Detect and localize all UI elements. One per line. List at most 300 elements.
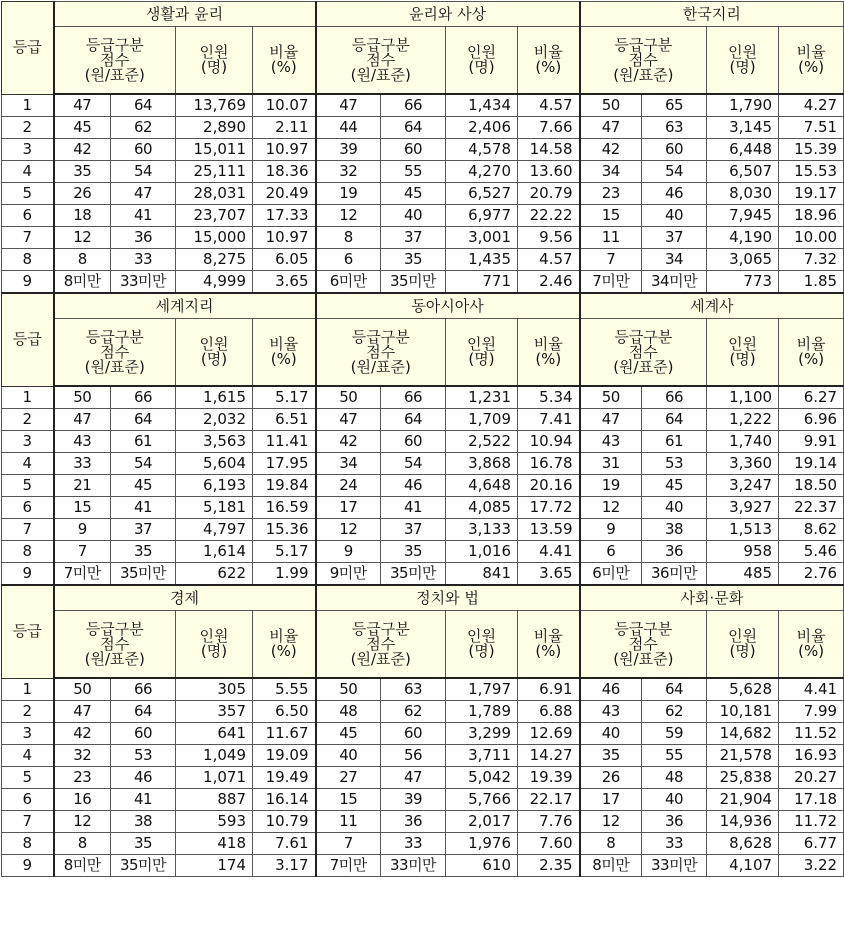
- std-cut-cell: 35미만: [111, 855, 176, 877]
- std-cut-cell: 55: [381, 161, 446, 183]
- ratio-cell: 18.36: [253, 161, 316, 183]
- std-cut-cell: 45: [642, 475, 707, 497]
- raw-cut-cell: 50: [316, 386, 381, 409]
- std-cut-cell: 35미만: [381, 563, 446, 586]
- raw-cut-cell: 45: [54, 117, 111, 139]
- ratio-cell: 5.17: [253, 386, 316, 409]
- std-cut-cell: 41: [111, 789, 176, 811]
- std-cut-cell: 37: [381, 519, 446, 541]
- std-cut-cell: 64: [381, 409, 446, 431]
- ratio-cell: 6.51: [253, 409, 316, 431]
- std-cut-cell: 35: [111, 541, 176, 563]
- ratio-cell: 6.91: [518, 678, 580, 701]
- count-header: [446, 611, 518, 679]
- grade-header: 등급: [2, 293, 54, 386]
- raw-cut-cell: 21: [54, 475, 111, 497]
- ratio-header-line: 비율: [796, 335, 826, 353]
- cut-score-header-line: 등급구분: [614, 327, 673, 346]
- cut-score-header: [316, 319, 446, 387]
- std-cut-cell: 46: [642, 183, 707, 205]
- cut-score-header-line: 점수: [366, 342, 396, 361]
- std-cut-cell: 61: [111, 431, 176, 453]
- std-cut-cell: 60: [111, 139, 176, 161]
- count-header-line: (명): [729, 58, 756, 76]
- std-cut-cell: 60: [111, 723, 176, 745]
- raw-cut-cell: 12: [316, 519, 381, 541]
- count-cell: 1,071: [176, 767, 253, 789]
- table-row: [2, 723, 844, 745]
- ratio-cell: 7.61: [253, 833, 316, 855]
- ratio-cell: 22.17: [518, 789, 580, 811]
- ratio-cell: 10.94: [518, 431, 580, 453]
- count-cell: 1,976: [446, 833, 518, 855]
- raw-cut-cell: 8: [580, 833, 642, 855]
- ratio-cell: 16.14: [253, 789, 316, 811]
- count-header: [707, 27, 779, 95]
- count-cell: 1,016: [446, 541, 518, 563]
- cut-score-header-line: 등급구분: [351, 327, 410, 346]
- count-cell: 174: [176, 855, 253, 877]
- ratio-cell: 4.41: [779, 678, 844, 701]
- column-header-row: [2, 611, 844, 679]
- std-cut-cell: 56: [381, 745, 446, 767]
- raw-cut-cell: 40: [580, 723, 642, 745]
- table-row: [2, 811, 844, 833]
- count-cell: 25,111: [176, 161, 253, 183]
- std-cut-cell: 41: [111, 497, 176, 519]
- raw-cut-cell: 47: [54, 701, 111, 723]
- count-cell: 10,181: [707, 701, 779, 723]
- grade-number: 2: [2, 701, 54, 723]
- ratio-cell: 11.72: [779, 811, 844, 833]
- cut-score-header-line: 점수: [366, 634, 396, 653]
- ratio-cell: 11.41: [253, 431, 316, 453]
- std-cut-cell: 40: [642, 205, 707, 227]
- std-cut-cell: 60: [381, 723, 446, 745]
- cut-score-header-line: 등급구분: [351, 619, 410, 638]
- ratio-cell: 11.52: [779, 723, 844, 745]
- raw-cut-cell: 15: [54, 497, 111, 519]
- raw-cut-cell: 8: [316, 227, 381, 249]
- raw-cut-cell: 35: [54, 161, 111, 183]
- ratio-header: [253, 611, 316, 679]
- raw-cut-cell: 9: [54, 519, 111, 541]
- raw-cut-cell: 42: [54, 723, 111, 745]
- std-cut-cell: 66: [111, 386, 176, 409]
- raw-cut-cell: 27: [316, 767, 381, 789]
- raw-cut-cell: 12: [54, 811, 111, 833]
- raw-cut-cell: 16: [54, 789, 111, 811]
- cut-score-header-line: (원/표준): [350, 65, 411, 84]
- count-cell: 2,017: [446, 811, 518, 833]
- std-cut-cell: 46: [111, 767, 176, 789]
- ratio-cell: 11.67: [253, 723, 316, 745]
- ratio-cell: 3.17: [253, 855, 316, 877]
- count-header-line: (명): [729, 350, 756, 368]
- grade-number: 8: [2, 249, 54, 271]
- ratio-cell: 20.49: [253, 183, 316, 205]
- ratio-cell: 15.39: [779, 139, 844, 161]
- raw-cut-cell: 47: [316, 94, 381, 117]
- ratio-cell: 10.07: [253, 94, 316, 117]
- grade-number: 6: [2, 497, 54, 519]
- ratio-cell: 4.57: [518, 94, 580, 117]
- count-cell: 21,904: [707, 789, 779, 811]
- count-header-line: 인원: [728, 335, 758, 353]
- ratio-header-line: (%): [798, 642, 825, 660]
- std-cut-cell: 41: [111, 205, 176, 227]
- std-cut-cell: 35: [381, 541, 446, 563]
- ratio-header-line: 비율: [533, 627, 563, 645]
- ratio-cell: 16.59: [253, 497, 316, 519]
- count-cell: 3,563: [176, 431, 253, 453]
- std-cut-cell: 33미만: [642, 855, 707, 877]
- std-cut-cell: 47: [381, 767, 446, 789]
- raw-cut-cell: 18: [54, 205, 111, 227]
- ratio-header-line: 비율: [269, 335, 299, 353]
- section-title-row: [2, 2, 844, 27]
- table-row: [2, 249, 844, 271]
- table-row: [2, 789, 844, 811]
- std-cut-cell: 54: [642, 161, 707, 183]
- count-cell: 23,707: [176, 205, 253, 227]
- section-title-row: [2, 585, 844, 611]
- raw-cut-cell: 50: [580, 94, 642, 117]
- raw-cut-cell: 23: [54, 767, 111, 789]
- count-cell: 4,107: [707, 855, 779, 877]
- std-cut-cell: 35: [111, 833, 176, 855]
- raw-cut-cell: 33: [54, 453, 111, 475]
- grade-number: 7: [2, 227, 54, 249]
- cut-score-header-line: (원/표준): [84, 649, 145, 668]
- cut-score-header-line: (원/표준): [613, 649, 674, 668]
- std-cut-cell: 62: [381, 701, 446, 723]
- grade-number: 4: [2, 453, 54, 475]
- ratio-header-line: 비율: [269, 43, 299, 61]
- std-cut-cell: 39: [381, 789, 446, 811]
- count-cell: 485: [707, 563, 779, 586]
- count-cell: 8,275: [176, 249, 253, 271]
- cut-score-header: [316, 611, 446, 679]
- raw-cut-cell: 12: [580, 497, 642, 519]
- subject-title: 세계지리: [54, 293, 316, 319]
- cut-score-header-line: 점수: [366, 50, 396, 69]
- ratio-cell: 6.50: [253, 701, 316, 723]
- cut-score-header-line: 등급구분: [85, 619, 144, 638]
- cut-score-header-line: (원/표준): [613, 357, 674, 376]
- cut-score-header-line: 등급구분: [85, 35, 144, 54]
- count-cell: 3,065: [707, 249, 779, 271]
- grade-number: 8: [2, 541, 54, 563]
- count-header-line: 인원: [467, 627, 497, 645]
- std-cut-cell: 64: [642, 678, 707, 701]
- std-cut-cell: 45: [381, 183, 446, 205]
- count-cell: 4,190: [707, 227, 779, 249]
- ratio-cell: 22.22: [518, 205, 580, 227]
- raw-cut-cell: 50: [54, 678, 111, 701]
- grade-number: 4: [2, 745, 54, 767]
- grade-number: 3: [2, 139, 54, 161]
- count-cell: 28,031: [176, 183, 253, 205]
- ratio-cell: 6.05: [253, 249, 316, 271]
- raw-cut-cell: 24: [316, 475, 381, 497]
- cut-score-header-line: 등급구분: [614, 35, 673, 54]
- ratio-header: [779, 611, 844, 679]
- std-cut-cell: 38: [111, 811, 176, 833]
- cut-score-header-line: (원/표준): [350, 357, 411, 376]
- ratio-header-line: (%): [798, 58, 825, 76]
- std-cut-cell: 33미만: [381, 855, 446, 877]
- count-cell: 5,604: [176, 453, 253, 475]
- raw-cut-cell: 11: [316, 811, 381, 833]
- std-cut-cell: 36: [642, 811, 707, 833]
- ratio-cell: 4.41: [518, 541, 580, 563]
- count-header-line: (명): [200, 642, 228, 660]
- grade-number: 9: [2, 563, 54, 586]
- table-row: [2, 767, 844, 789]
- table-row: [2, 271, 844, 294]
- std-cut-cell: 64: [642, 409, 707, 431]
- ratio-header-line: (%): [270, 350, 297, 368]
- raw-cut-cell: 42: [580, 139, 642, 161]
- ratio-cell: 19.49: [253, 767, 316, 789]
- count-cell: 1,790: [707, 94, 779, 117]
- count-cell: 622: [176, 563, 253, 586]
- raw-cut-cell: 8미만: [54, 271, 111, 294]
- raw-cut-cell: 48: [316, 701, 381, 723]
- std-cut-cell: 62: [111, 117, 176, 139]
- ratio-cell: 7.32: [779, 249, 844, 271]
- std-cut-cell: 35: [381, 249, 446, 271]
- std-cut-cell: 64: [381, 117, 446, 139]
- subject-title: 동아시아사: [316, 293, 580, 319]
- count-header-line: (명): [200, 58, 228, 76]
- grade-number: 5: [2, 767, 54, 789]
- table-row: [2, 183, 844, 205]
- raw-cut-cell: 32: [54, 745, 111, 767]
- count-cell: 1,049: [176, 745, 253, 767]
- table-row: [2, 94, 844, 117]
- cut-score-header: [580, 611, 707, 679]
- cut-score-header: [580, 27, 707, 95]
- count-cell: 13,769: [176, 94, 253, 117]
- raw-cut-cell: 32: [316, 161, 381, 183]
- count-header-line: 인원: [467, 335, 497, 353]
- std-cut-cell: 37: [381, 227, 446, 249]
- raw-cut-cell: 15: [316, 789, 381, 811]
- count-cell: 1,513: [707, 519, 779, 541]
- count-cell: 4,270: [446, 161, 518, 183]
- ratio-cell: 10.00: [779, 227, 844, 249]
- ratio-header: [518, 319, 580, 387]
- std-cut-cell: 61: [642, 431, 707, 453]
- raw-cut-cell: 50: [54, 386, 111, 409]
- cut-score-header-line: 점수: [628, 634, 658, 653]
- raw-cut-cell: 43: [54, 431, 111, 453]
- cut-score-header: [580, 319, 707, 387]
- ratio-cell: 5.46: [779, 541, 844, 563]
- ratio-cell: 1.99: [253, 563, 316, 586]
- ratio-cell: 22.37: [779, 497, 844, 519]
- ratio-header-line: 비율: [796, 627, 826, 645]
- ratio-cell: 17.18: [779, 789, 844, 811]
- raw-cut-cell: 42: [316, 431, 381, 453]
- raw-cut-cell: 50: [580, 386, 642, 409]
- ratio-header-line: 비율: [796, 43, 826, 61]
- std-cut-cell: 37: [111, 519, 176, 541]
- subject-title: 한국지리: [580, 2, 844, 27]
- ratio-header: [253, 319, 316, 387]
- table-row: [2, 227, 844, 249]
- ratio-cell: 5.55: [253, 678, 316, 701]
- subject-title: 사회·문화: [580, 585, 844, 611]
- table-row: [2, 475, 844, 497]
- grade-number: 2: [2, 409, 54, 431]
- cut-score-header-line: 점수: [100, 50, 130, 69]
- std-cut-cell: 35미만: [111, 563, 176, 586]
- ratio-header-line: (%): [535, 58, 562, 76]
- raw-cut-cell: 8: [54, 833, 111, 855]
- table-row: [2, 855, 844, 877]
- ratio-cell: 10.79: [253, 811, 316, 833]
- count-header-line: 인원: [467, 43, 497, 61]
- count-cell: 14,936: [707, 811, 779, 833]
- raw-cut-cell: 9: [316, 541, 381, 563]
- raw-cut-cell: 26: [54, 183, 111, 205]
- count-header-line: 인원: [199, 627, 229, 645]
- raw-cut-cell: 47: [54, 94, 111, 117]
- ratio-cell: 10.97: [253, 227, 316, 249]
- ratio-header-line: (%): [535, 642, 562, 660]
- ratio-cell: 3.65: [253, 271, 316, 294]
- ratio-cell: 17.95: [253, 453, 316, 475]
- grade-number: 6: [2, 205, 54, 227]
- count-header: [707, 611, 779, 679]
- raw-cut-cell: 47: [580, 117, 642, 139]
- table-row: [2, 497, 844, 519]
- grade-number: 7: [2, 811, 54, 833]
- raw-cut-cell: 43: [580, 701, 642, 723]
- count-cell: 25,838: [707, 767, 779, 789]
- ratio-cell: 20.27: [779, 767, 844, 789]
- ratio-header: [253, 27, 316, 95]
- count-cell: 5,766: [446, 789, 518, 811]
- ratio-header: [518, 611, 580, 679]
- raw-cut-cell: 6: [316, 249, 381, 271]
- ratio-header-line: (%): [270, 58, 297, 76]
- cut-score-header-line: 점수: [628, 342, 658, 361]
- ratio-cell: 16.78: [518, 453, 580, 475]
- count-cell: 1,435: [446, 249, 518, 271]
- count-cell: 1,789: [446, 701, 518, 723]
- count-cell: 6,977: [446, 205, 518, 227]
- count-cell: 5,042: [446, 767, 518, 789]
- raw-cut-cell: 7: [580, 249, 642, 271]
- count-cell: 1,614: [176, 541, 253, 563]
- ratio-cell: 19.84: [253, 475, 316, 497]
- ratio-cell: 7.41: [518, 409, 580, 431]
- count-cell: 15,000: [176, 227, 253, 249]
- count-cell: 15,011: [176, 139, 253, 161]
- ratio-cell: 15.36: [253, 519, 316, 541]
- raw-cut-cell: 34: [580, 161, 642, 183]
- grade-header: 등급: [2, 585, 54, 678]
- raw-cut-cell: 12: [316, 205, 381, 227]
- raw-cut-cell: 50: [316, 678, 381, 701]
- ratio-cell: 15.53: [779, 161, 844, 183]
- count-cell: 4,999: [176, 271, 253, 294]
- subject-title: 경제: [54, 585, 316, 611]
- count-cell: 14,682: [707, 723, 779, 745]
- std-cut-cell: 34미만: [642, 271, 707, 294]
- ratio-cell: 4.57: [518, 249, 580, 271]
- table-row: [2, 678, 844, 701]
- count-header-line: (명): [468, 642, 495, 660]
- count-cell: 3,868: [446, 453, 518, 475]
- raw-cut-cell: 31: [580, 453, 642, 475]
- table-row: [2, 563, 844, 586]
- table-row: [2, 745, 844, 767]
- cut-score-header-line: 점수: [100, 634, 130, 653]
- raw-cut-cell: 12: [580, 811, 642, 833]
- grade-number: 9: [2, 855, 54, 877]
- ratio-cell: 3.22: [779, 855, 844, 877]
- std-cut-cell: 37: [642, 227, 707, 249]
- count-cell: 7,945: [707, 205, 779, 227]
- std-cut-cell: 33미만: [111, 271, 176, 294]
- raw-cut-cell: 23: [580, 183, 642, 205]
- cut-score-header-line: (원/표준): [84, 357, 145, 376]
- std-cut-cell: 38: [642, 519, 707, 541]
- ratio-cell: 7.99: [779, 701, 844, 723]
- ratio-cell: 7.66: [518, 117, 580, 139]
- ratio-header-line: (%): [270, 642, 297, 660]
- raw-cut-cell: 7미만: [54, 563, 111, 586]
- grade-number: 1: [2, 94, 54, 117]
- raw-cut-cell: 9미만: [316, 563, 381, 586]
- cut-score-header-line: 점수: [100, 342, 130, 361]
- std-cut-cell: 36: [111, 227, 176, 249]
- std-cut-cell: 66: [381, 386, 446, 409]
- ratio-cell: 2.35: [518, 855, 580, 877]
- count-cell: 4,085: [446, 497, 518, 519]
- grade-number: 6: [2, 789, 54, 811]
- ratio-cell: 5.34: [518, 386, 580, 409]
- raw-cut-cell: 46: [580, 678, 642, 701]
- count-header-line: (명): [468, 58, 495, 76]
- raw-cut-cell: 11: [580, 227, 642, 249]
- raw-cut-cell: 40: [316, 745, 381, 767]
- ratio-cell: 19.17: [779, 183, 844, 205]
- count-cell: 1,709: [446, 409, 518, 431]
- std-cut-cell: 40: [642, 789, 707, 811]
- ratio-cell: 6.77: [779, 833, 844, 855]
- std-cut-cell: 64: [111, 701, 176, 723]
- cut-score-header: [54, 27, 176, 95]
- table-row: [2, 117, 844, 139]
- ratio-cell: 19.09: [253, 745, 316, 767]
- raw-cut-cell: 15: [580, 205, 642, 227]
- count-cell: 958: [707, 541, 779, 563]
- count-cell: 1,797: [446, 678, 518, 701]
- std-cut-cell: 66: [111, 678, 176, 701]
- std-cut-cell: 40: [642, 497, 707, 519]
- ratio-cell: 7.60: [518, 833, 580, 855]
- cut-score-header-line: (원/표준): [350, 649, 411, 668]
- ratio-cell: 6.27: [779, 386, 844, 409]
- count-cell: 6,527: [446, 183, 518, 205]
- std-cut-cell: 40: [381, 205, 446, 227]
